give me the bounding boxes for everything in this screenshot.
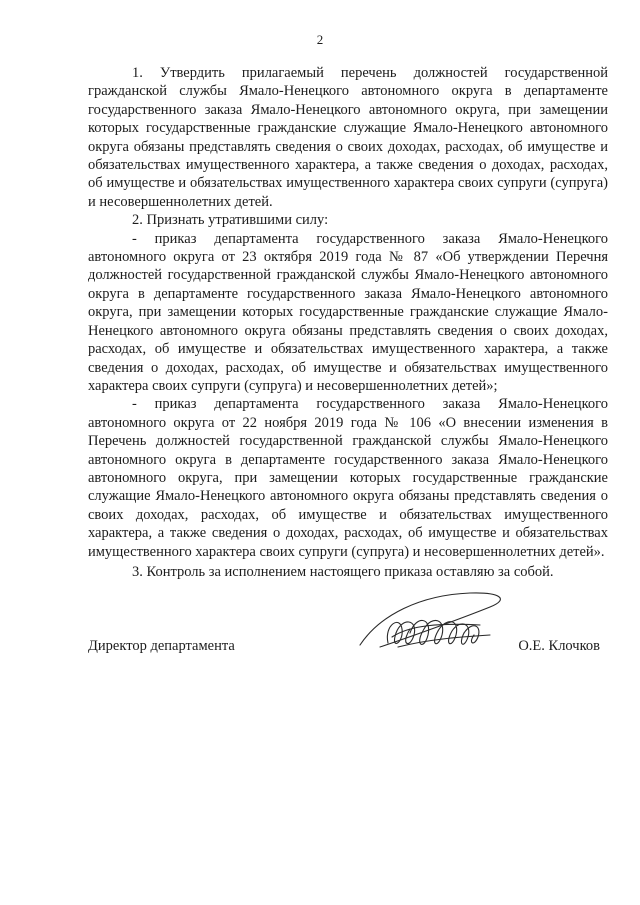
document-body (88, 64, 608, 581)
signer-name: О.Е. Клочков (518, 638, 600, 654)
paragraph-item-3: 3. Контроль за исполнением настоящего приказа оставляю за собой. (132, 563, 554, 580)
paragraph-item-2-sub-1: - приказ департамента государственного заказа Ямало-Ненецкого автономного округа от 23 октября 2019 года № 87 «Об утверждении Перечня должностей государственной гражданской службы Ямало-Ненецкого автономного округа в департаменте государственного заказа Ямало-Ненецкого автономного округа, при замещении которых государственные гражданские служащие Ямало-Ненецкого автономного округа обязаны представлять сведения о своих доходах, расходах, об имуществе и обязательствах имущественного характера, а также сведения о доходах, расходах, об имуществе и обязательствах имущественного характера своих супруги (супруга) и несовершеннолетних детей»; (88, 230, 608, 394)
page-number: 2 (316, 32, 324, 47)
paragraph-item-2-heading: 2. Признать утратившими силу: (132, 212, 329, 229)
paragraph-item-1: 1. Утвердить прилагаемый перечень должностей государственной гражданской службы Ямало-Ненецкого автономного округа в департаменте государственного заказа Ямало-Ненецкого автономного округа, при замещении которых государственные гражданские служащие Ямало-Ненецкого автономного округа обязаны представлять сведения о своих доходах, расходах, об имуществе и обязательствах имущественного характера, а также сведения о доходах, расходах, об имуществе и обязательствах имущественного характера своих супруги (супруга) и несовершеннолетних детей. (88, 65, 608, 210)
paragraph-item-2-sub-2: - приказ департамента государственного заказа Ямало-Ненецкого автономного округа от 22 ноября 2019 года № 106 «О внесении изменения в Перечень должностей государственной гражданской службы Ямало-Ненецкого автономного округа в департаменте государственного заказа Ямало-Ненецкого автономного округа, при замещении которых государственные гражданские служащие Ямало-Ненецкого автономного округа обязаны представлять сведения о своих доходах, расходах, об имуществе и обязательствах имущественного характера, а также сведения о доходах, расходах, об имуществе и обязательствах имущественного характера своих супруги (супруга) и несовершеннолетних детей». (88, 396, 608, 560)
signer-position: Директор департамента (88, 638, 235, 654)
handwritten-signature (340, 585, 520, 665)
